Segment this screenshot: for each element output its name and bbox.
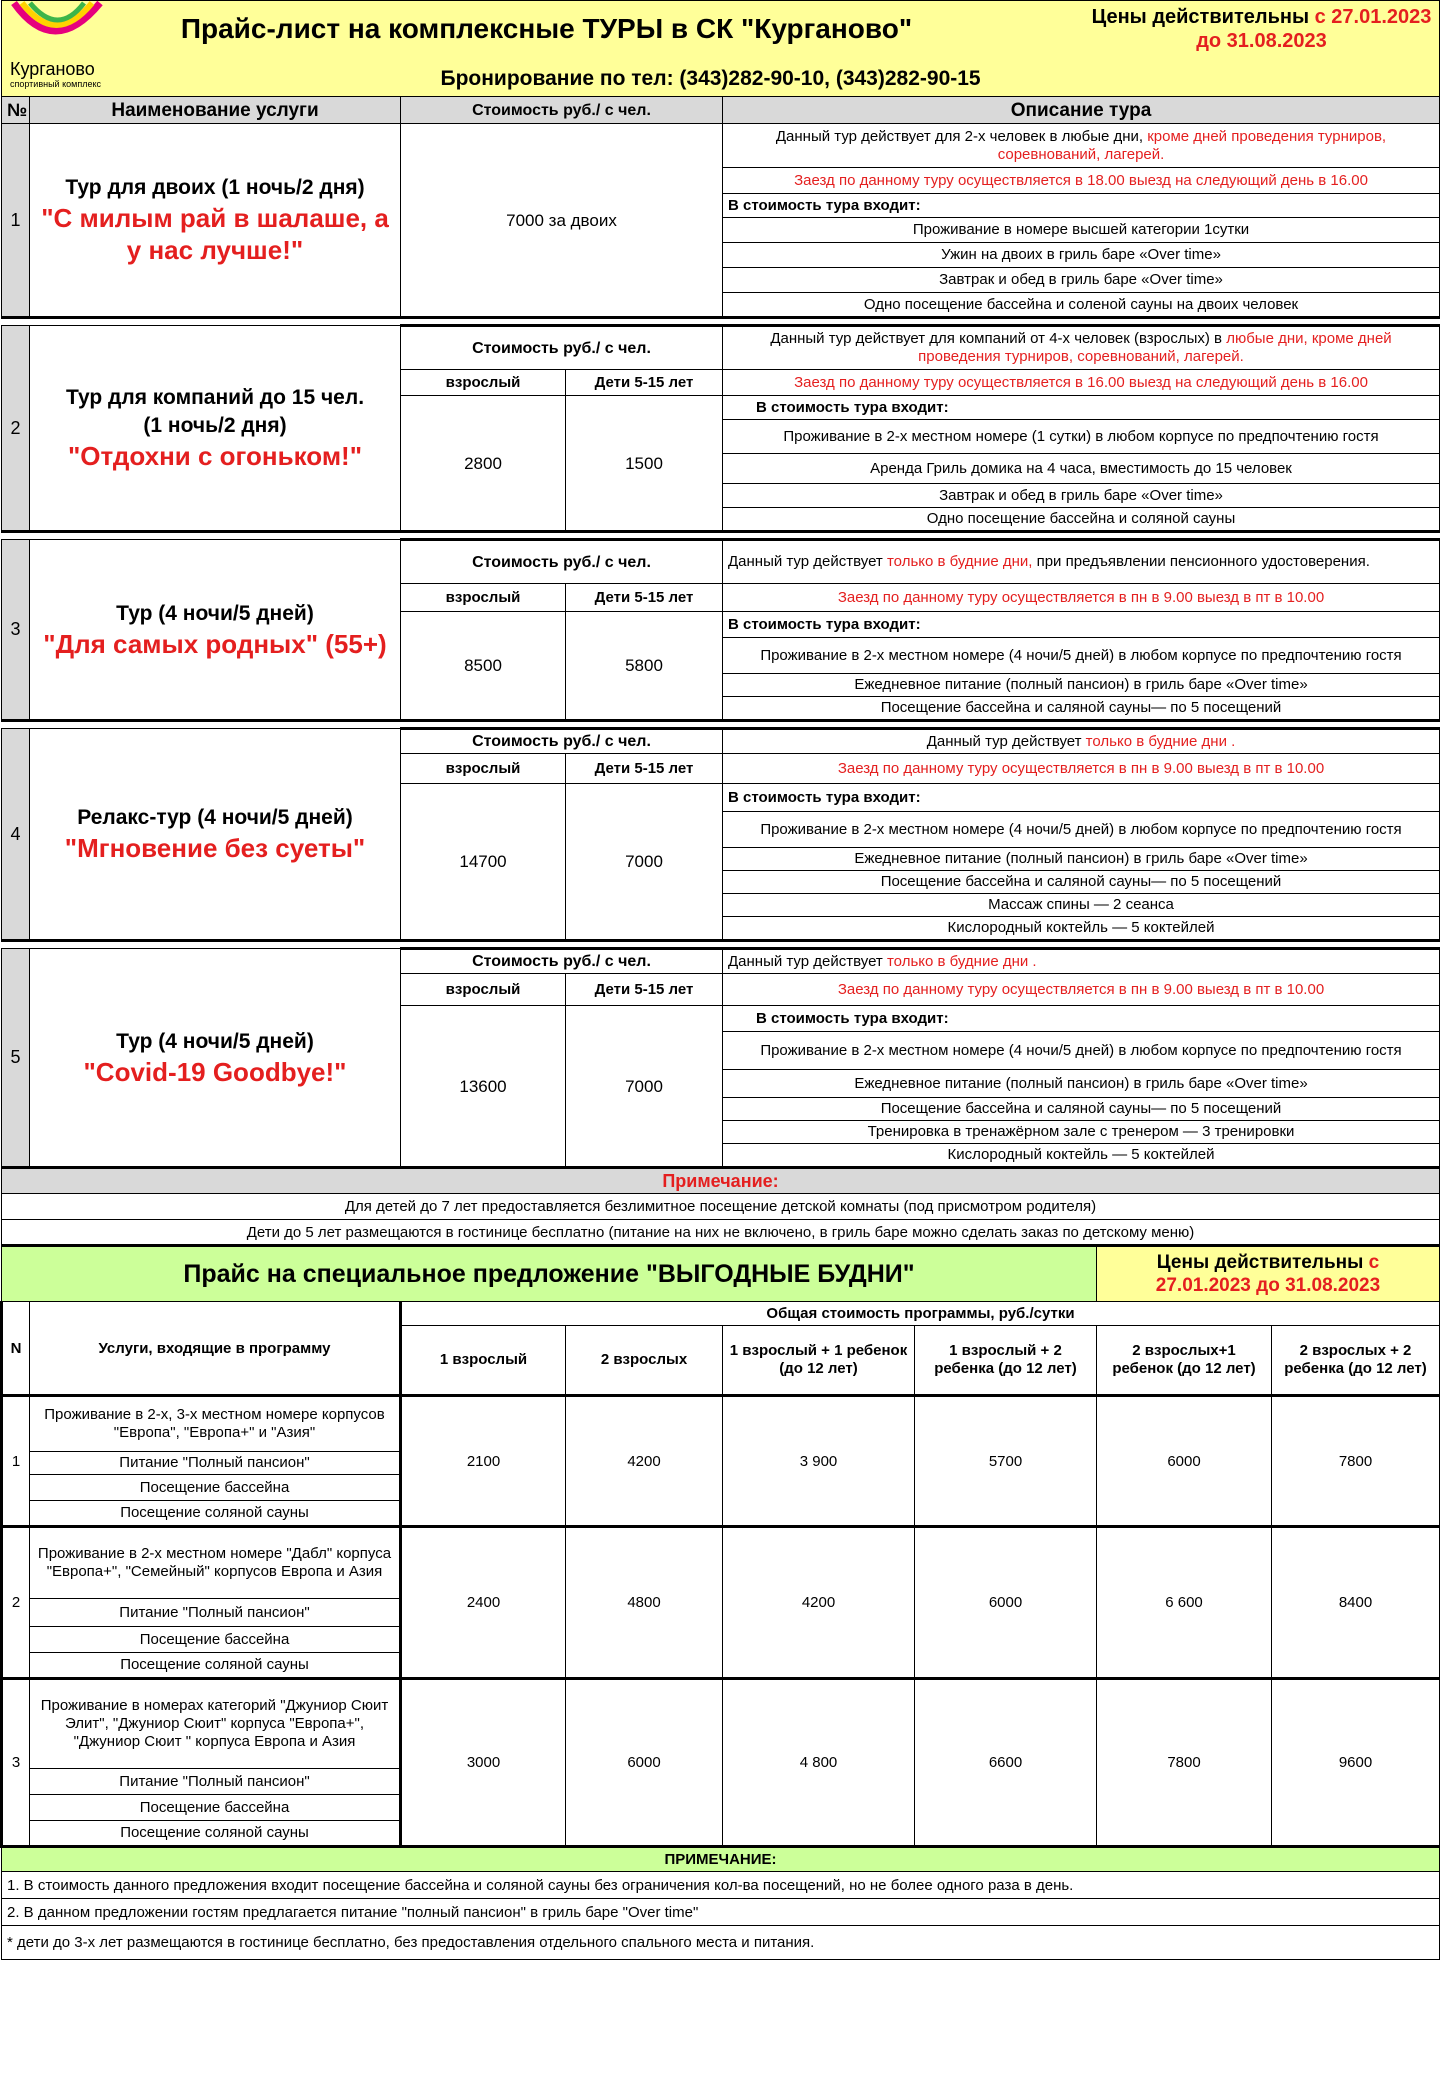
special-price [915,1679,1097,1847]
tour-includes [723,194,1440,218]
special-service [30,1627,401,1653]
tour-item [723,1070,1440,1098]
adult-label [401,370,566,396]
special-price [1097,1527,1272,1679]
tours-4-items-4: Кислородный коктейль — 5 коктейлей [947,1146,1215,1163]
desc-red: только в будние дни . [882,952,1037,970]
special-row-n [2,1527,30,1679]
tour-num [2,326,30,532]
child-label [566,754,723,784]
special-rows-1-prices-4: 6 600 [1165,1594,1203,1611]
columns-adult: взрослый [445,589,521,606]
tour-num [2,124,30,318]
special-rows-0-services-2: Посещение бассейна [139,1478,290,1496]
special-rows-2-services-2: Посещение бассейна [139,1798,290,1816]
special-service [30,1769,401,1795]
columns-child: Дети 5-15 лет [594,981,694,998]
col-num [2,97,30,124]
special-rows-1-services-2: Посещение бассейна [139,1630,290,1648]
tour-name-b: "Для самых родных" (55+) [43,628,387,659]
tour-name-a: Тур (4 ночи/5 дней) [116,1029,314,1053]
tour-includes [723,1006,1440,1032]
special-price [723,1679,915,1847]
tours-0-num: 1 [10,209,21,230]
tours-3-items-1: Ежедневное питание (полный пансион) в гриль баре «Over time» [854,850,1308,867]
tour-name-cell [30,540,401,721]
note1-title: Примечание: [662,1170,779,1191]
special-price-col [566,1326,723,1396]
special-rows-2-prices-2: 4 800 [799,1754,838,1771]
tours-3-adult: 14700 [459,852,507,871]
tour-item [723,871,1440,894]
desc-red: только в будние дни, [882,553,1033,570]
special-title [2,1246,1097,1302]
tour-cost-label [401,729,723,754]
special-price [566,1679,723,1847]
special-service [30,1653,401,1679]
special-rows-1-n: 2 [11,1594,21,1611]
columns-cost: Стоимость руб./ с чел. [472,101,651,119]
adult-label [401,754,566,784]
special-service [30,1475,401,1501]
booking-cell [401,63,1440,97]
special-service [30,1821,401,1847]
tours-3-child: 7000 [625,852,663,871]
columns-cost: Стоимость руб./ с чел. [472,733,651,750]
special-price [915,1527,1097,1679]
tour-name-b: "Мгновение без суеты" [64,833,366,863]
tour-name-a: Тур для компаний до 15 чел. [65,386,365,409]
special-price [1272,1396,1440,1527]
tour-item [723,638,1440,674]
adult-price [401,612,566,721]
special-price [566,1396,723,1527]
tours-1-child: 1500 [625,453,663,473]
tours-3-items-0: Проживание в 2-х местном номере (4 ночи/5 дней) в любом корпусе по предпочтению гостя [760,820,1402,838]
tour-name-cell [30,326,401,532]
tours-2-adult: 8500 [464,656,502,675]
adult-label [401,974,566,1006]
tours-2-items-0: Проживание в 2-х местном номере (4 ночи/5 дней) в любом корпусе по предпочтению гостя [760,646,1402,664]
special-rows-0-prices-0: 2100 [466,1452,501,1470]
special-dates: 27.01.2023 до 31.08.2023 [1155,1275,1381,1296]
tour-name-a: Тур (4 ночи/5 дней) [116,601,314,625]
special-price-col [401,1326,566,1396]
tour-item [723,508,1440,532]
tours-4-num: 5 [10,1047,21,1067]
title-cell [180,1,1440,63]
header-brand_sub: спортивный комплекс [10,79,101,89]
special-rows-2-services-0: Проживание в номерах категорий "Джуниор Сюит Элит", "Джуниор Сюит" корпуса "Европа+", "Джуниор Сюит " корпуса Европа и Азия [40,1697,389,1750]
tour-cost-label [401,326,723,370]
tour-item [723,420,1440,454]
special-title: Прайс на специальное предложение "ВЫГОДНЫЕ БУДНИ" [183,1259,915,1288]
header-booking: Бронирование по тел: (343)282-90-10, (343)282-90-15 [440,67,981,91]
tours-1-items-2: Завтрак и обед в гриль баре «Over time» [939,486,1223,504]
special-price [1097,1679,1272,1847]
special-rows-0-prices-2: 3 900 [799,1452,838,1470]
columns-num: № [7,99,28,120]
special-rows-2-prices-5: 9600 [1338,1754,1373,1771]
special-rows-2-prices-3: 6600 [988,1754,1023,1771]
special-service [30,1599,401,1627]
special-notes-2: * дети до 3-х лет размещаются в гостинице бесплатно, без предоставления отдельного спального места и питания. [7,1934,815,1951]
tour-name-a: Релакс-тур (4 ночи/5 дней) [77,806,353,829]
child-price [566,612,723,721]
tour-name-cell [30,949,401,1168]
special-rows-0-services-0: Проживание в 2-х, 3-х местном номере корпусов "Европа", "Европа+" и "Азия" [44,1406,385,1441]
tour-item [723,454,1440,484]
special-price [1272,1527,1440,1679]
tours-3-items-3: Массаж спины — 2 сеанса [988,896,1174,913]
special-price [1272,1679,1440,1847]
special-price-col [1272,1326,1440,1396]
tour-name-b: "С милым рай в шалаше, а у нас лучше!" [41,203,389,265]
tour-desc1 [723,326,1440,370]
child-label [566,370,723,396]
tours-0-price: 7000 за двоих [506,210,617,230]
special-note [2,1926,1440,1960]
desc-red: только в будние дни . [1081,732,1236,750]
special-rows-0-prices-5: 7800 [1338,1452,1373,1470]
tour-desc2 [723,974,1440,1006]
adult-price [401,396,566,532]
special-rows-1-services-0: Проживание в 2-х местном номере "Дабл" корпуса "Европа+", "Семейный" корпусов Европа и Азия [37,1545,392,1580]
columns-includes: В стоимость тура входит: [728,616,921,633]
col-name [30,97,401,124]
tours-3-items-2: Посещение бассейна и саляной сауны— по 5 посещений [880,873,1282,890]
tour-desc2 [723,584,1440,612]
special-rows-2-prices-4: 7800 [1167,1754,1201,1771]
columns-cost: Стоимость руб./ с чел. [472,553,651,571]
tours-0-items-2: Завтрак и обед в гриль баре «Over time» [939,271,1223,288]
header-price_valid: Цены действительны [1091,6,1310,28]
tours-2-child: 5800 [625,656,663,675]
tour-desc2 [723,370,1440,396]
columns-includes: В стоимость тура входит: [756,1010,949,1027]
tours-2-num: 3 [10,619,21,639]
tour-item [723,894,1440,917]
note1-line2 [2,1220,1440,1246]
tours-0-items-3: Одно посещение бассейна и соленой сауны на двоих человек [863,296,1299,313]
tours-0-items-0: Проживание в номере высшей категории 1сутки [912,221,1250,238]
tour-desc1 [723,540,1440,584]
special-rows-0-n: 1 [11,1452,21,1470]
child-price [566,784,723,941]
special-col_n: N [10,1339,22,1357]
desc-red: кроме дней проведения турниров, соревнований, лагерей. [997,127,1387,163]
special-rows-1-prices-0: 2400 [466,1594,501,1611]
tours-1-items-0: Проживание в 2-х местном номере (1 сутки) в любом корпусе по предпочтению гостя [783,427,1379,445]
tour-desc1 [723,729,1440,754]
tour-item [723,812,1440,848]
special-col_services: Услуги, входящие в программу [98,1339,331,1357]
tours-3-num: 4 [10,823,21,844]
tour-item [723,243,1440,268]
columns-adult: взрослый [445,981,521,998]
header-title: Прайс-лист на комплексные ТУРЫ в СК "Курганово" [180,13,913,44]
special-rows-0-prices-4: 6000 [1167,1452,1201,1470]
tours-4-items-2: Посещение бассейна и саляной сауны— по 5 посещений [880,1100,1282,1117]
tours-1-adult: 2800 [464,453,502,473]
tour-item [723,1098,1440,1121]
special-notes-1: 2. В данном предложении гостям предлагается питание "полный пансион" в гриль баре "Over time" [7,1903,699,1921]
special-service [30,1396,401,1452]
special-service [30,1679,401,1769]
columns-child: Дети 5-15 лет [594,760,694,777]
special-price_cols-3: 1 взрослый + 2 ребенка (до 12 лет) [934,1342,1077,1377]
tour-name-cell [30,729,401,941]
special-rows-1-prices-3: 6000 [988,1594,1023,1611]
tours-1-items-3: Одно посещение бассейна и соляной сауны [926,510,1236,527]
tour-desc2 [723,168,1440,194]
special-row-n [2,1679,30,1847]
tour-cost-label [401,949,723,974]
special-rows-2-services-3: Посещение соляной сауны [120,1824,309,1841]
special-price_cols-2: 1 взрослый + 1 ребенок (до 12 лет) [729,1342,908,1377]
tour-desc1 [723,949,1440,974]
tour-item [723,697,1440,721]
tour-num [2,729,30,941]
tour-item [723,218,1440,243]
tour-item [723,674,1440,697]
tours-0-items-1: Ужин на двоих в гриль баре «Over time» [941,246,1221,263]
special-col-services [30,1302,401,1396]
special-rows-0-services-1: Питание "Полный пансион" [119,1454,310,1471]
special-s: с [1368,1252,1380,1273]
columns-child: Дети 5-15 лет [594,589,694,606]
special-service [30,1527,401,1599]
special-rows-2-prices-1: 6000 [627,1754,661,1771]
tours-4-child: 7000 [625,1076,663,1096]
tour-num [2,949,30,1168]
price-from: с 27.01.2023 [1314,6,1432,28]
special-rows-1-services-3: Посещение соляной сауны [120,1656,309,1673]
note1-title [2,1168,1440,1194]
tours-4-items-1: Ежедневное питание (полный пансион) в гриль баре «Over time» [854,1074,1308,1092]
special-price [401,1396,566,1527]
special-rows-1-prices-2: 4200 [801,1594,836,1611]
special-col-total [401,1302,1440,1326]
tour-cost-label [401,540,723,584]
special-rows-0-services-3: Посещение соляной сауны [120,1504,309,1521]
tours-4-items-0: Проживание в 2-х местном номере (4 ночи/5 дней) в любом корпусе по предпочтению гостя [760,1041,1402,1059]
tour-item [723,1144,1440,1168]
tour-item [723,293,1440,318]
special-price_cols-1: 2 взрослых [600,1351,688,1368]
columns-cost: Стоимость руб./ с чел. [472,339,651,357]
columns-includes: В стоимость тура входит: [728,789,921,806]
special-valid-cell [1097,1246,1440,1302]
tours-4-adult: 13600 [459,1076,507,1096]
columns-cost: Стоимость руб./ с чел. [472,953,651,970]
tour-name-a: Тур для двоих (1 ночь/2 дня) [65,176,365,199]
special-price [723,1527,915,1679]
header-block [2,1,1440,61]
special-note [2,1872,1440,1899]
columns-child: Дети 5-15 лет [594,374,694,391]
adult-price [401,1006,566,1168]
child-price [566,396,723,532]
tour-desc1 [723,124,1440,168]
special-service [30,1795,401,1821]
adult-price [401,784,566,941]
tour-price [401,124,723,318]
tours-2-desc2: Заезд по данному туру осуществляется в пн в 9.00 выезд в пт в 10.00 [837,589,1325,606]
col-cost [401,97,723,124]
columns-adult: взрослый [445,760,521,777]
desc-black: Данный тур действует [728,553,883,570]
special-valid: Цены действительны [1156,1252,1364,1273]
special-price [401,1527,566,1679]
child-price [566,1006,723,1168]
col-desc [723,97,1440,124]
special-col-n [2,1302,30,1396]
columns-includes: В стоимость тура входит: [756,399,949,416]
special-rows-1-prices-5: 8400 [1338,1594,1373,1611]
special-price-col [915,1326,1097,1396]
special-notes-0: 1. В стоимость данного предложения входит посещение бассейна и соляной сауны без ограничения кол-ва посещений, но не более одного раза в день. [7,1876,1074,1894]
desc-red: любые дни, кроме дней проведения турниров, соревнований, лагерей. [918,330,1392,365]
special-note_title: ПРИМЕЧАНИЕ: [664,1851,777,1868]
tour-name-cell [30,124,401,318]
tours-2-items-2: Посещение бассейна и саляной сауны— по 5 посещений [880,699,1282,716]
special-price [1097,1396,1272,1527]
special-rows-0-prices-1: 4200 [627,1452,661,1470]
tour-item [723,917,1440,941]
special-price [915,1396,1097,1527]
tour-item [723,1032,1440,1070]
tour-num [2,540,30,721]
special-price_cols-5: 2 взрослых + 2 ребенка (до 12 лет) [1284,1342,1427,1377]
tour-name-c: "Отдохни с огоньком!" [67,441,363,471]
special-service [30,1501,401,1527]
tour-item [723,1121,1440,1144]
tours-0-desc2: Заезд по данному туру осуществляется в 18.00 выезд на следующий день в 16.00 [794,172,1368,189]
desc-black: Данный тур действует [926,732,1082,750]
tours-4-items-3: Тренировка в тренажёрном зале с тренером — 3 тренировки [867,1123,1295,1140]
desc-black-2: при предъявлении пенсионного удостоверения. [1032,553,1370,570]
tours-1-desc2: Заезд по данному туру осуществляется в 16.00 выезд на следующий день в 16.00 [794,374,1368,391]
tours-1-num: 2 [10,417,21,438]
tour-item [723,848,1440,871]
desc-black: Данный тур действует для компаний от 4-х человек (взрослых) в [770,330,1223,347]
special-price_cols-0: 1 взрослый [439,1351,528,1368]
tours-3-items-4: Кислородный коктейль — 5 коктейлей [947,919,1215,936]
tour-includes [723,396,1440,420]
special-price [566,1527,723,1679]
special-price_cols-4: 2 взрослых+1 ребенок (до 12 лет) [1112,1342,1256,1377]
special-note [2,1899,1440,1926]
columns-name: Наименование услуги [111,99,319,121]
tour-item [723,268,1440,293]
special-row-n [2,1396,30,1527]
special-service [30,1452,401,1475]
columns-desc: Описание тура [1010,99,1152,121]
special-price-col [1097,1326,1272,1396]
adult-label [401,584,566,612]
header-brand: Курганово [10,59,95,79]
child-label [566,584,723,612]
desc-black: Данный тур действует [728,952,883,970]
special-rows-1-services-1: Питание "Полный пансион" [119,1603,310,1621]
price-to: до 31.08.2023 [1196,30,1327,52]
tour-desc2 [723,754,1440,784]
special-price [401,1679,566,1847]
tours-4-desc2: Заезд по данному туру осуществляется в пн в 9.00 выезд в пт в 10.00 [837,981,1325,998]
desc-black: Данный тур действует для 2-х человек в любые дни, [775,127,1144,145]
tours-2-items-1: Ежедневное питание (полный пансион) в гриль баре «Over time» [854,676,1308,693]
tour-name-b: "Covid-19 Goodbye!" [83,1056,347,1087]
special-col_total: Общая стоимость программы, руб./сутки [766,1305,1075,1322]
special-rows-1-prices-1: 4800 [627,1594,661,1611]
tour-includes [723,612,1440,638]
special-note-title [2,1847,1440,1872]
tours-1-items-1: Аренда Гриль домика на 4 часа, вместимость до 15 человек [870,459,1292,477]
special-rows-0-prices-3: 5700 [988,1452,1023,1470]
special-price [723,1396,915,1527]
tours-3-desc2: Заезд по данному туру осуществляется в пн в 9.00 выезд в пт в 10.00 [837,760,1325,777]
note1-line1: Для детей до 7 лет предоставляется безлимитное посещение детской комнаты (под присмотром родителя) [344,1198,1097,1215]
tour-name-b: (1 ночь/2 дня) [143,414,287,437]
tour-includes [723,784,1440,812]
special-price-col [723,1326,915,1396]
note1-line2: Дети до 5 лет размещаются в гостинице бесплатно (питание на них не включено, в гриль баре можно сделать заказ по детскому меню) [246,1223,1195,1241]
columns-includes: В стоимость тура входит: [728,197,921,214]
special-rows-2-n: 3 [11,1754,21,1771]
special-rows-2-prices-0: 3000 [466,1754,501,1771]
columns-adult: взрослый [445,374,521,391]
child-label [566,974,723,1006]
note1-line1 [2,1194,1440,1220]
special-rows-2-services-1: Питание "Полный пансион" [119,1772,310,1790]
tour-item [723,484,1440,508]
